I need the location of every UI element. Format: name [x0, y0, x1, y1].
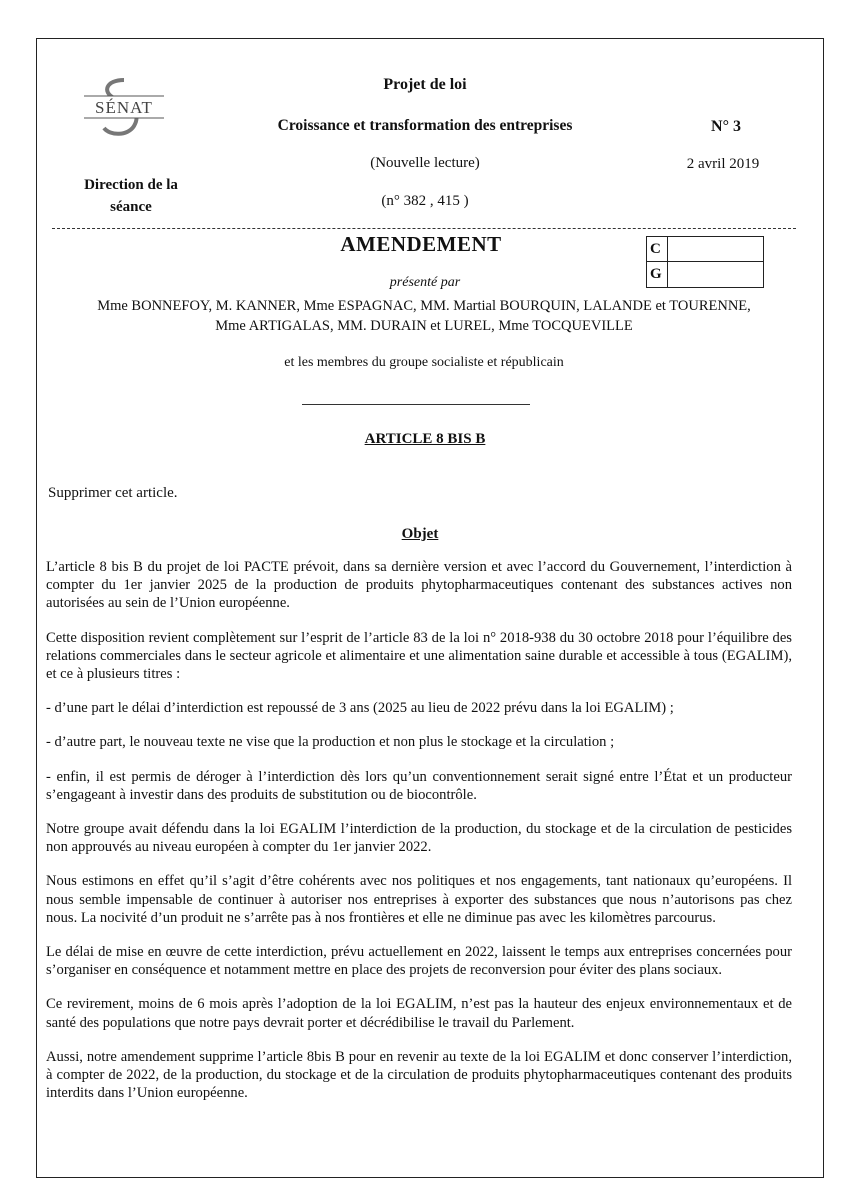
amendment-number: N° 3 [711, 118, 741, 135]
senat-logo [82, 76, 166, 140]
objet-paragraph-10: Aussi, notre amendement supprime l’article 8bis B pour en revenir au texte de la loi EGALIM et donc conserver l’interdiction, à compter de 2022, de la production, du stockage et de la circulation de produits phytopharmaceutiques contenant des produits interdits dans l’Union européenne. [46, 1048, 792, 1102]
objet-body [46, 558, 792, 1118]
authors-line-1: Mme BONNEFOY, M. KANNER, Mme ESPAGNAC, MM. Martial BOURQUIN, LALANDE et TOURENNE, [97, 298, 751, 314]
bill-title: Croissance et transformation des entreprises [277, 117, 573, 134]
cg-row-g [646, 262, 764, 288]
reading-stage: (Nouvelle lecture) [370, 155, 480, 171]
authors [52, 296, 796, 336]
direction-line-2: séance [110, 199, 152, 215]
amendment-title: AMENDEMENT [340, 232, 502, 256]
amendment-date: 2 avril 2019 [686, 156, 760, 172]
box-c-label: C [646, 236, 668, 262]
direction-line-1: Direction de la [84, 177, 178, 193]
document-numbers: (n° 382 , 415 ) [381, 193, 469, 209]
article-title: ARTICLE 8 BIS B [364, 431, 486, 447]
objet-paragraph-2: Cette disposition revient complètement sur l’esprit de l’article 83 de la loi n° 2018-938 du 30 octobre 2018 pour l’équilibre des relations commerciales dans le secteur agricole et alimentaire et une alimentation saine durable et accessible à tous (EGALIM), et ce à plusieurs titres : [46, 629, 792, 683]
direction-label [56, 174, 206, 218]
objet-paragraph-9: Ce revirement, moins de 6 mois après l’adoption de la loi EGALIM, n’est pas la hauteur des enjeux environnementaux et de santé des populations que notre pays devrait porter et décrédibilise le travail du Parlement. [46, 996, 792, 1031]
objet-paragraph-7: Nous estimons en effet qu’il s’agit d’être cohérents avec nos politiques et nos engagements, tant nationaux qu’européens. Il nous semble impensable de continuer à autoriser nos entreprises à exporter des substances que nous n’autorisons pas chez nous. La nocivité d’un produit ne s’arrête pas à nos frontières et elle ne diminue pas avec les kilomètres parcourus. [46, 873, 792, 926]
authors-line-2: Mme ARTIGALAS, MM. DURAIN et LUREL, Mme TOCQUEVILLE [215, 318, 633, 334]
objet-paragraph-4: - d’autre part, le nouveau texte ne vise que la production et non plus le stockage et la circulation ; [46, 734, 615, 751]
box-g-cell [668, 262, 764, 288]
objet-paragraph-6: Notre groupe avait défendu dans la loi EGALIM l’interdiction de la production, du stockage et de la circulation de pesticides non approuvés au niveau européen à compter du 1er janvier 2022. [46, 821, 792, 856]
section-divider [302, 404, 530, 405]
cg-box [646, 236, 764, 288]
group-line: et les membres du groupe socialiste et républicain [284, 355, 564, 370]
header-divider [52, 228, 796, 229]
box-c-cell [668, 236, 764, 262]
objet-paragraph-5: - enfin, il est permis de déroger à l’interdiction dès lors qu’un conventionnement serait signé entre l’État et un producteur s’engageant à investir dans des produits de substitution ou de biocontrôle. [46, 768, 792, 803]
objet-title: Objet [401, 526, 439, 542]
objet-paragraph-1: L’article 8 bis B du projet de loi PACTE prévoit, dans sa dernière version et avec l’accord du Gouvernement, l’interdiction à compter du 1er janvier 2025 de la production de produits phytopharmaceutiques contenant des substances actives non autorisées au sein de l’Union européenne. [46, 559, 792, 612]
bill-type: Projet de loi [383, 76, 467, 93]
dispositif-text: Supprimer cet article. [48, 485, 178, 501]
objet-paragraph-3: - d’une part le délai d’interdiction est repoussé de 3 ans (2025 au lieu de 2022 prévu dans la loi EGALIM) ; [46, 700, 674, 717]
svg-text:SÉNAT: SÉNAT [95, 98, 153, 117]
cg-row-c [646, 236, 764, 262]
objet-paragraph-8: Le délai de mise en œuvre de cette interdiction, prévu actuellement en 2022, laissent le temps aux entreprises concernées pour s’organiser en conséquence et notamment mettre en place des projets de reconversion pour éviter des plans sociaux. [46, 944, 792, 979]
presented-by: présenté par [389, 275, 461, 290]
box-g-label: G [646, 262, 668, 288]
